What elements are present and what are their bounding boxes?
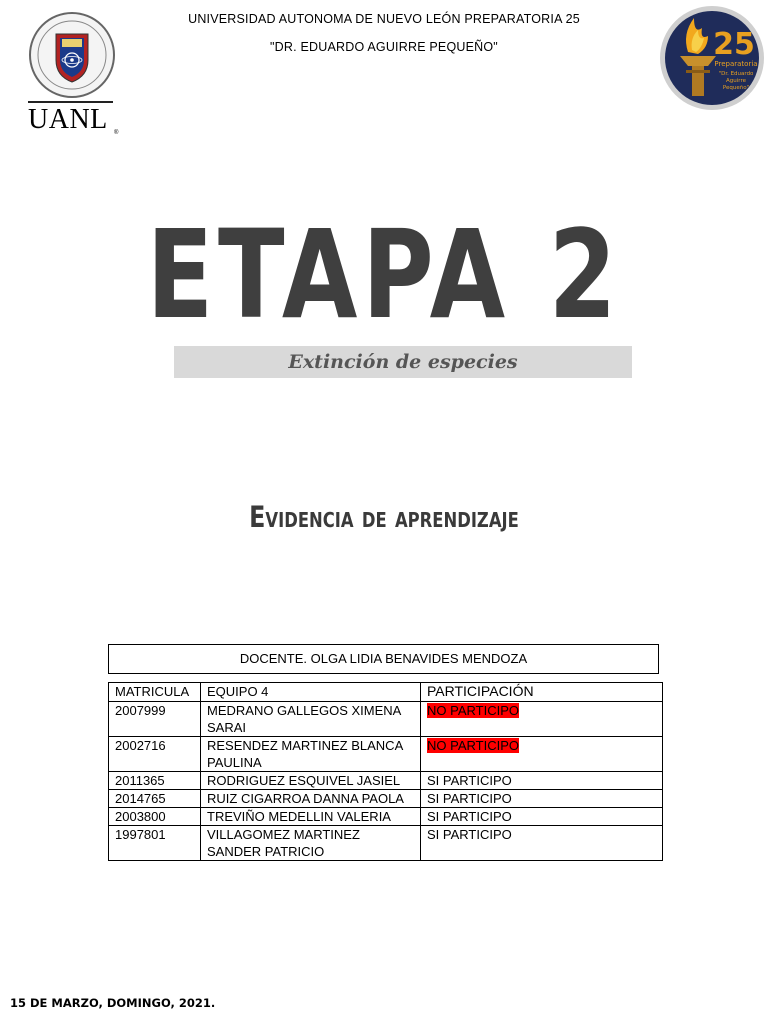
school-subname: "DR. EDUARDO AGUIRRE PEQUEÑO": [270, 40, 498, 54]
cell-nombre: RESENDEZ MARTINEZ BLANCA PAULINA: [201, 737, 421, 772]
cell-nombre: VILLAGOMEZ MARTINEZ SANDER PATRICIO: [201, 826, 421, 861]
table-row: [109, 737, 663, 772]
participation-status: SI PARTICIPO: [427, 827, 512, 842]
table-row: [109, 808, 663, 826]
cell-matricula: 2003800: [109, 808, 201, 826]
svg-text:Pequeño": Pequeño": [722, 85, 750, 91]
header-equipo: EQUIPO 4: [201, 683, 421, 702]
cell-matricula: 2002716: [109, 737, 201, 772]
page-title: ETAPA 2: [146, 204, 622, 346]
participation-status: NO PARTICIPO: [427, 703, 519, 718]
table-row: [109, 772, 663, 790]
prepa-25-emblem-icon: [658, 4, 766, 112]
cell-participacion: [421, 772, 663, 790]
cell-matricula: 1997801: [109, 826, 201, 861]
uanl-divider: [28, 101, 113, 103]
participation-status: SI PARTICIPO: [427, 809, 512, 824]
uanl-registered-mark: ®: [114, 130, 119, 136]
cell-participacion: [421, 737, 663, 772]
table-header-row: [109, 683, 663, 702]
header-matricula: MATRICULA: [109, 683, 201, 702]
cell-nombre: RUIZ CIGARROA DANNA PAOLA: [201, 790, 421, 808]
participation-status: SI PARTICIPO: [427, 791, 512, 806]
header-participacion: PARTICIPACIÓN: [421, 683, 663, 702]
document-date: 15 DE MARZO, DOMINGO, 2021.: [10, 996, 216, 1010]
cell-participacion: [421, 702, 663, 737]
teacher-box: DOCENTE. OLGA LIDIA BENAVIDES MENDOZA: [108, 644, 659, 674]
participation-status: NO PARTICIPO: [427, 738, 519, 753]
page-subtitle: Extinción de especies: [288, 351, 518, 373]
uanl-seal-icon: [22, 10, 127, 105]
cell-nombre: MEDRANO GALLEGOS XIMENA SARAI: [201, 702, 421, 737]
table-row: [109, 826, 663, 861]
table-row: [109, 702, 663, 737]
cell-nombre: RODRIGUEZ ESQUIVEL JASIEL: [201, 772, 421, 790]
cell-participacion: [421, 790, 663, 808]
svg-text:Preparatoria: Preparatoria: [714, 60, 758, 68]
prepa-25-number: 25: [713, 27, 755, 62]
cell-matricula: 2011365: [109, 772, 201, 790]
school-name: UNIVERSIDAD AUTONOMA DE NUEVO LEÓN PREPARATORIA 25: [188, 12, 580, 26]
team-table: [108, 682, 663, 861]
cell-nombre: TREVIÑO MEDELLIN VALERIA: [201, 808, 421, 826]
cell-matricula: 2014765: [109, 790, 201, 808]
prepa-25-logo: [658, 4, 766, 112]
cell-matricula: 2007999: [109, 702, 201, 737]
uanl-wordmark: UANL: [28, 104, 108, 135]
participation-status: SI PARTICIPO: [427, 773, 512, 788]
table-row: [109, 790, 663, 808]
svg-text:Aguirre: Aguirre: [726, 78, 746, 84]
cell-participacion: [421, 808, 663, 826]
svg-text:"Dr. Eduardo: "Dr. Eduardo: [718, 71, 754, 77]
cell-participacion: [421, 826, 663, 861]
evidence-heading: Evidencia de aprendizaje: [249, 500, 519, 534]
